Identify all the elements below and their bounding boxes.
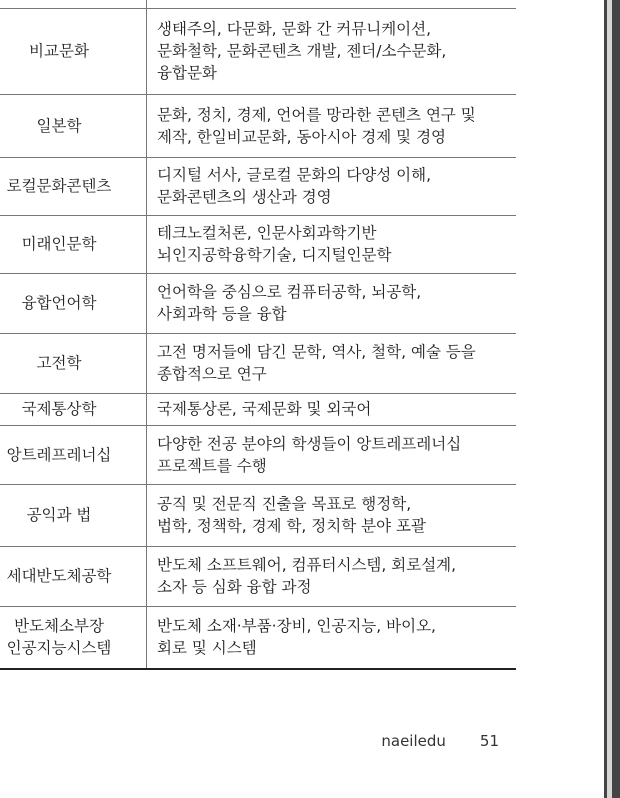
major-description: 문화, 정치, 경제, 언어를 망라한 콘텐츠 연구 및 제작, 한일비교문화, 동아시아 경제 및 경영 [147, 95, 517, 158]
major-name: 융합언어학 [0, 274, 147, 334]
major-name: 고전학 [0, 334, 147, 394]
table-row [0, 95, 516, 158]
major-name: 반도체소부장 인공지능시스템 [0, 607, 147, 669]
major-description: 언어학을 중심으로 컴퓨터공학, 뇌공학, 사회과학 등을 융합 [147, 274, 517, 334]
table-row [0, 607, 516, 669]
major-description: 반도체 소프트웨어, 컴퓨터시스템, 회로설계, 소자 등 심화 융합 과정 [147, 547, 517, 607]
major-description: 디지털 서사, 글로컬 문화의 다양성 이해, 문화콘텐츠의 생산과 경영 [147, 158, 517, 216]
table-row [0, 334, 516, 394]
scrollbar[interactable] [604, 0, 620, 798]
scrollbar-track[interactable] [607, 0, 612, 798]
major-name: 앙트레프레너십 [0, 426, 147, 485]
major-name: 일본학 [0, 95, 147, 158]
page-number: 51 [479, 732, 499, 750]
table-row [0, 426, 516, 485]
major-name: 비교문화 [0, 9, 147, 95]
major-description: 공직 및 전문직 진출을 목표로 행정학, 법학, 정책학, 경제 학, 정치학 분야 포괄 [147, 485, 517, 547]
major-description: 테크노컬처론, 인문사회과학기반 뇌인지공학융학기술, 디지털인문학 [147, 216, 517, 274]
page-footer [381, 732, 499, 750]
table-row [0, 485, 516, 547]
table-row [0, 9, 516, 95]
table-row [0, 547, 516, 607]
major-description: 생태주의, 다문화, 문화 간 커뮤니케이션, 문화철학, 문화콘텐츠 개발, 젠더/소수문화, 융합문화 [147, 9, 517, 95]
major-name: 국제통상학 [0, 394, 147, 426]
table-row [0, 158, 516, 216]
major-name: 로컬문화콘텐츠 [0, 158, 147, 216]
footer-brand: naeiledu [381, 732, 446, 750]
table-row [0, 216, 516, 274]
major-description: 국제통상론, 국제문화 및 외국어 [147, 394, 517, 426]
major-description: 반도체 소재·부품·장비, 인공지능, 바이오, 회로 및 시스템 [147, 607, 517, 669]
major-name: 미래인문학 [0, 216, 147, 274]
major-description [147, 0, 517, 9]
major-description: 다양한 전공 분야의 학생들이 앙트레프레너십 프로젝트를 수행 [147, 426, 517, 485]
major-name: 공익과 법 [0, 485, 147, 547]
table-row [0, 274, 516, 334]
major-description: 고전 명저들에 담긴 문학, 역사, 철학, 예술 등을 종합적으로 연구 [147, 334, 517, 394]
major-name [0, 0, 147, 9]
table-row [0, 0, 516, 9]
table-row [0, 394, 516, 426]
major-name: 세대반도체공학 [0, 547, 147, 607]
